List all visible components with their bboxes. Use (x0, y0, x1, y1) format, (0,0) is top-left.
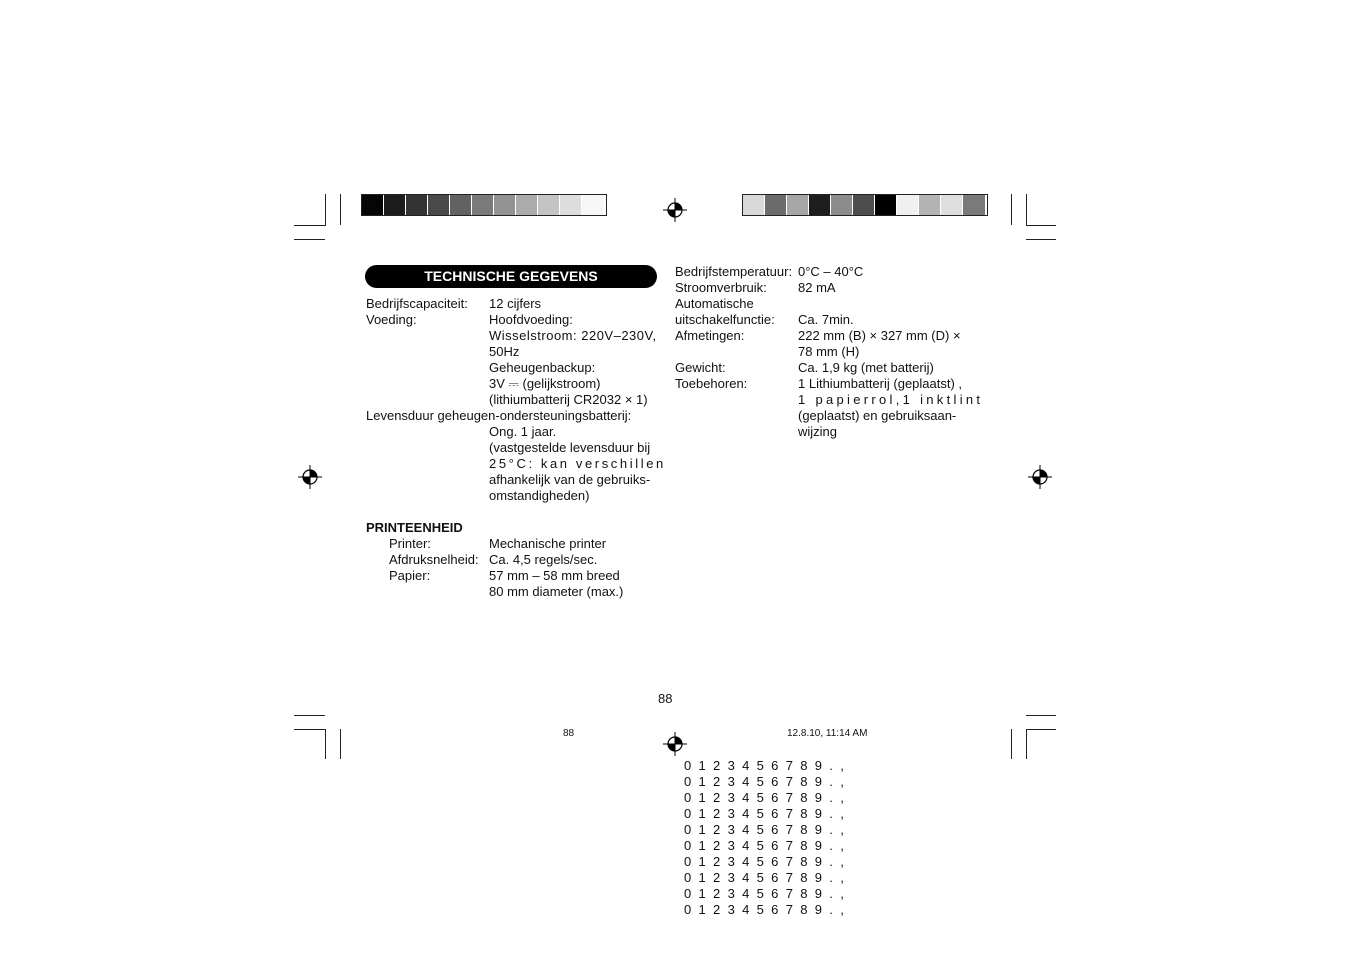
crop-mark (340, 194, 341, 225)
color-swatch (941, 195, 963, 215)
color-bar-right (742, 194, 988, 216)
power-label: Voeding: (366, 312, 417, 327)
color-swatch (560, 195, 582, 215)
footer-page: 88 (563, 728, 575, 739)
paper-line: 57 mm – 58 mm breed (489, 568, 620, 583)
dimensions-label: Afmetingen: (675, 328, 745, 343)
digit-row: 0123456789., (684, 806, 852, 821)
color-swatch (582, 195, 604, 215)
power-line: Wisselstroom: 220V–230V, (489, 328, 657, 343)
accessories-line: 1 Lithiumbatterij (geplaatst) , (798, 376, 963, 391)
speed-value: Ca. 4,5 regels/sec. (489, 552, 598, 567)
digit-row: 0123456789., (684, 886, 852, 901)
auto-off-label: uitschakelfunctie: (675, 312, 775, 327)
paper-line: 80 mm diameter (max.) (489, 584, 624, 599)
crop-mark (325, 729, 326, 759)
power-line: 50Hz (489, 344, 520, 359)
color-swatch (516, 195, 538, 215)
color-swatch (853, 195, 875, 215)
page-number: 88 (658, 691, 673, 706)
power-consumption-value: 82 mA (798, 280, 836, 295)
power-line: Geheugenbackup: (489, 360, 596, 375)
color-swatch (384, 195, 406, 215)
color-swatch (406, 195, 428, 215)
power-line: (lithiumbatterij CR2032 × 1) (489, 392, 648, 407)
weight-label: Gewicht: (675, 360, 726, 375)
auto-off-label: Automatische (675, 296, 754, 311)
digit-row: 0123456789., (684, 758, 852, 773)
battery-life-label: Levensduur geheugen-ondersteuningsbatterij: (366, 408, 632, 423)
temp-label: Bedrijfstemperatuur: (675, 264, 793, 279)
crop-mark (294, 715, 325, 716)
accessories-line: wijzing (798, 424, 838, 439)
color-swatch (919, 195, 941, 215)
crop-mark (1011, 729, 1012, 759)
color-swatch (472, 195, 494, 215)
printer-label: Printer: (389, 536, 431, 551)
accessories-label: Toebehoren: (675, 376, 748, 391)
power-line: Hoofdvoeding: (489, 312, 573, 327)
digit-row: 0123456789., (684, 822, 852, 837)
digit-row: 0123456789., (684, 854, 852, 869)
auto-off-value: Ca. 7min. (798, 312, 854, 327)
color-swatch (963, 195, 985, 215)
registration-mark-icon (663, 732, 687, 756)
crop-mark (294, 225, 326, 226)
paper-label: Papier: (389, 568, 431, 583)
capacity-value: 12 cijfers (489, 296, 542, 311)
color-swatch (809, 195, 831, 215)
temp-value: 0°C – 40°C (798, 264, 864, 279)
crop-mark (1026, 225, 1056, 226)
crop-mark (1026, 239, 1056, 240)
printer-heading: PRINTEENHEID (366, 520, 463, 535)
color-swatch (875, 195, 897, 215)
color-swatch (831, 195, 853, 215)
color-swatch (362, 195, 384, 215)
crop-mark (1011, 194, 1012, 225)
crop-mark (294, 729, 326, 730)
digit-row: 0123456789., (684, 870, 852, 885)
color-swatch (787, 195, 809, 215)
color-swatch (538, 195, 560, 215)
registration-mark-icon (663, 198, 687, 222)
section-title: TECHNISCHE GEGEVENS (365, 265, 657, 288)
registration-mark-icon (298, 465, 322, 489)
power-line: 3V ⎓ (gelijkstroom) (489, 376, 601, 391)
power-consumption-label: Stroomverbruik: (675, 280, 767, 295)
dimensions-line: 78 mm (H) (798, 344, 860, 359)
accessories-line: (geplaatst) en gebruiksaan- (798, 408, 957, 423)
crop-mark (1026, 729, 1027, 759)
crop-mark (1026, 715, 1056, 716)
digit-row: 0123456789., (684, 774, 852, 789)
battery-life-line: 25°C: kan verschillen (489, 456, 666, 471)
crop-mark (1026, 194, 1027, 225)
capacity-label: Bedrijfscapaciteit: (366, 296, 468, 311)
registration-mark-icon (1028, 465, 1052, 489)
dimensions-line: 222 mm (B) × 327 mm (D) × (798, 328, 961, 343)
weight-value: Ca. 1,9 kg (met batterij) (798, 360, 934, 375)
color-swatch (765, 195, 787, 215)
speed-label: Afdruksnelheid: (389, 552, 479, 567)
accessories-line: 1 papierrol,1 inktlint (798, 392, 984, 407)
color-swatch (897, 195, 919, 215)
digit-row: 0123456789., (684, 790, 852, 805)
crop-mark (325, 194, 326, 225)
printer-value: Mechanische printer (489, 536, 607, 551)
footer-timestamp: 12.8.10, 11:14 AM (787, 728, 868, 739)
digit-row: 0123456789., (684, 838, 852, 853)
color-swatch (450, 195, 472, 215)
battery-life-line: afhankelijk van de gebruiks- (489, 472, 651, 487)
color-swatch (494, 195, 516, 215)
battery-life-line: Ong. 1 jaar. (489, 424, 557, 439)
battery-life-line: omstandigheden) (489, 488, 590, 503)
crop-mark (1026, 729, 1056, 730)
color-swatch (743, 195, 765, 215)
digit-row: 0123456789., (684, 902, 852, 917)
color-swatch (428, 195, 450, 215)
battery-life-line: (vastgestelde levensduur bij (489, 440, 651, 455)
crop-mark (340, 729, 341, 759)
color-bar-left (361, 194, 607, 216)
crop-mark (294, 239, 325, 240)
